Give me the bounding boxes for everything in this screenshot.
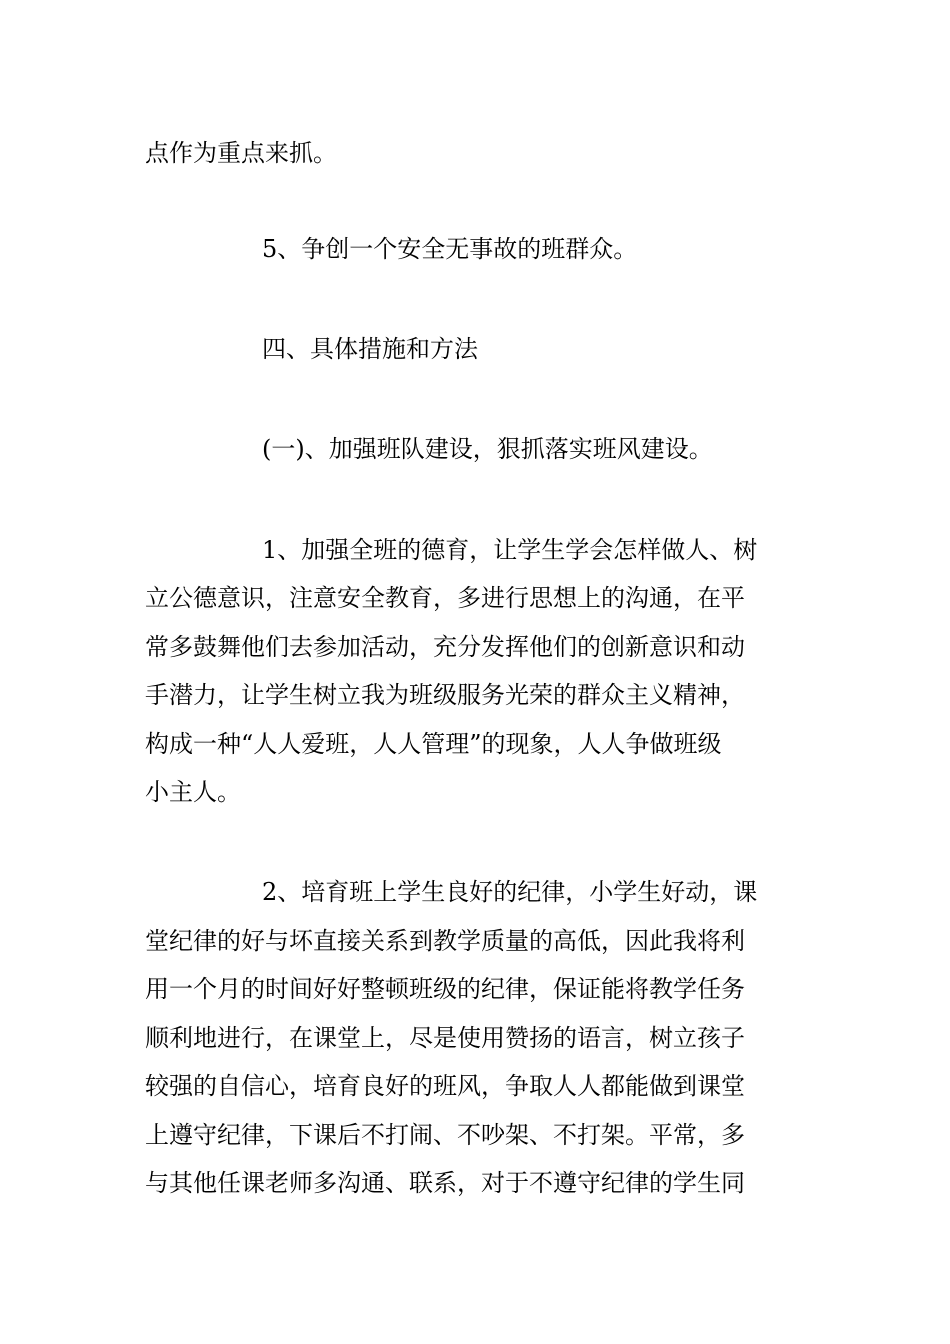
paragraph-2-line-7: 与其他任课老师多沟通、联系，对于不遵守纪律的学生同 [145,1169,745,1197]
paragraph-2-line-1: 2、培育班上学生良好的纪律，小学生好动，课 [262,878,758,906]
paragraph-1-line-6: 小主人。 [145,778,241,806]
paragraph-2-line-4: 顺利地进行，在课堂上，尽是使用赞扬的语言，树立孩子 [145,1024,745,1052]
paragraph-2-line-6: 上遵守纪律，下课后不打闹、不吵架、不打架。平常，多 [145,1121,745,1149]
section-heading-4: 四、具体措施和方法 [262,335,478,363]
paragraph-continuation-line: 点作为重点来抓。 [145,139,337,167]
subsection-heading-1: (一)、加强班队建设，狠抓落实班风建设。 [262,435,713,463]
paragraph-1-line-2: 立公德意识，注意安全教育，多进行思想上的沟通，在平 [145,584,745,612]
paragraph-1-line-4: 手潜力，让学生树立我为班级服务光荣的群众主义精神， [145,681,745,709]
paragraph-1-line-5: 构成一种“人人爱班，人人管理”的现象，人人争做班级 [145,730,722,758]
paragraph-1-line-3: 常多鼓舞他们去参加活动，充分发挥他们的创新意识和动 [145,633,745,661]
paragraph-2-line-2: 堂纪律的好与坏直接关系到教学质量的高低，因此我将利 [145,927,745,955]
paragraph-2-line-3: 用一个月的时间好好整顿班级的纪律，保证能将教学任务 [145,975,745,1003]
goal-item-5: 5、争创一个安全无事故的班群众。 [262,235,638,263]
paragraph-2-line-5: 较强的自信心，培育良好的班风，争取人人都能做到课堂 [145,1072,745,1100]
paragraph-1-line-1: 1、加强全班的德育，让学生学会怎样做人、树 [262,536,758,564]
